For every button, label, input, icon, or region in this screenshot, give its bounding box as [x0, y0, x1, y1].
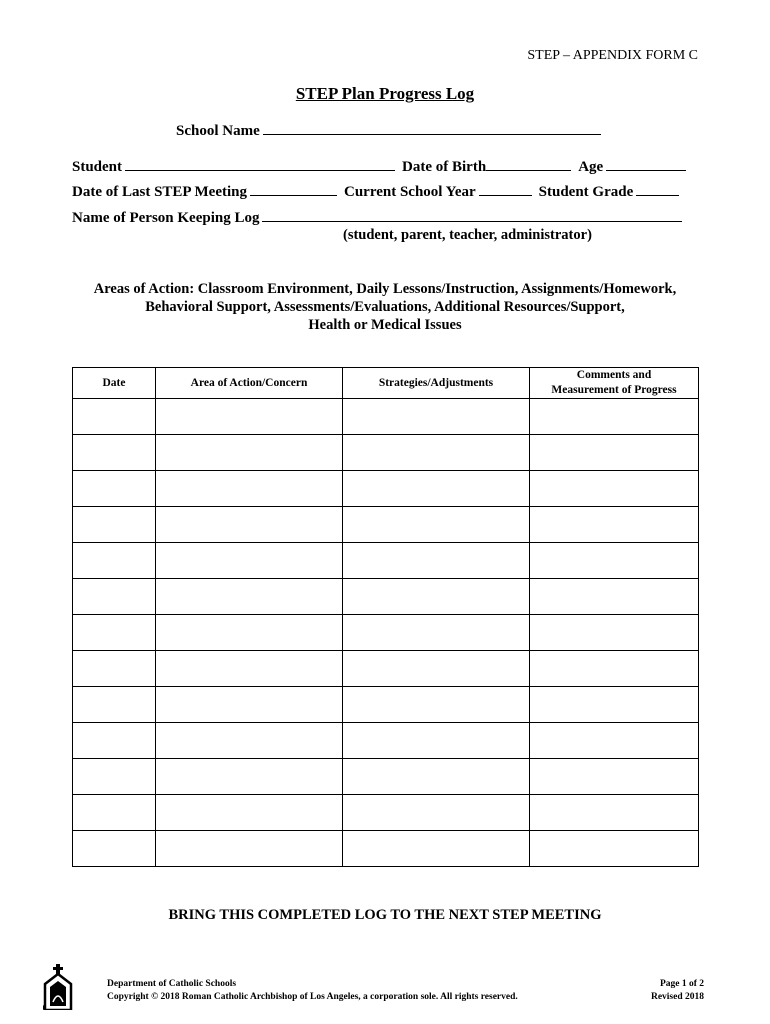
area-cell[interactable]	[156, 615, 343, 651]
table-row	[73, 687, 699, 723]
header-comments	[530, 368, 699, 399]
table-header-row	[73, 368, 699, 399]
strategies-cell[interactable]	[343, 435, 530, 471]
revised-date: Revised 2018	[650, 992, 704, 1002]
age-label: Age	[578, 159, 604, 175]
comments-cell[interactable]	[530, 615, 699, 651]
strategies-cell[interactable]	[343, 507, 530, 543]
last-meeting-field[interactable]	[250, 182, 337, 196]
school-name-label: School Name	[176, 123, 260, 139]
date-cell[interactable]	[73, 471, 156, 507]
date-cell[interactable]	[73, 831, 156, 867]
strategies-cell[interactable]	[343, 615, 530, 651]
comments-cell[interactable]	[530, 831, 699, 867]
date-cell[interactable]	[73, 651, 156, 687]
header-comments-line-2: Measurement of Progress	[551, 384, 677, 396]
strategies-cell[interactable]	[343, 651, 530, 687]
area-cell[interactable]	[156, 723, 343, 759]
grade-label: Student Grade	[538, 184, 634, 200]
area-cell[interactable]	[156, 507, 343, 543]
header-date: Date	[73, 368, 156, 399]
comments-cell[interactable]	[530, 435, 699, 471]
table-row	[73, 435, 699, 471]
comments-cell[interactable]	[530, 687, 699, 723]
comments-cell[interactable]	[530, 795, 699, 831]
person-field[interactable]	[262, 208, 682, 222]
area-cell[interactable]	[156, 651, 343, 687]
area-cell[interactable]	[156, 759, 343, 795]
table-row	[73, 795, 699, 831]
comments-cell[interactable]	[530, 723, 699, 759]
strategies-cell[interactable]	[343, 795, 530, 831]
table-row	[73, 831, 699, 867]
footer-copyright: Copyright © 2018 Roman Catholic Archbishop of Los Angeles, a corporation sole. All rights reserved.	[107, 992, 518, 1002]
page-title: STEP Plan Progress Log	[295, 84, 475, 103]
school-name-row	[176, 121, 608, 140]
school-year-field[interactable]	[479, 182, 532, 196]
student-label: Student	[72, 159, 123, 175]
date-cell[interactable]	[73, 507, 156, 543]
date-cell[interactable]	[73, 759, 156, 795]
date-cell[interactable]	[73, 579, 156, 615]
table-row	[73, 579, 699, 615]
comments-cell[interactable]	[530, 399, 699, 435]
date-cell[interactable]	[73, 543, 156, 579]
header-comments-line-1: Comments and	[576, 369, 652, 381]
strategies-cell[interactable]	[343, 687, 530, 723]
area-cell[interactable]	[156, 831, 343, 867]
strategies-cell[interactable]	[343, 723, 530, 759]
table-row	[73, 759, 699, 795]
table-row	[73, 723, 699, 759]
strategies-cell[interactable]	[343, 471, 530, 507]
person-hint: (student, parent, teacher, administrator)	[343, 227, 592, 243]
comments-cell[interactable]	[530, 471, 699, 507]
person-row	[72, 208, 698, 227]
footer-right	[651, 978, 704, 1004]
table-row	[73, 507, 699, 543]
date-cell[interactable]	[73, 435, 156, 471]
comments-cell[interactable]	[530, 543, 699, 579]
appendix-label: STEP – APPENDIX FORM C	[527, 48, 698, 63]
school-name-field[interactable]	[263, 121, 601, 135]
comments-cell[interactable]	[530, 579, 699, 615]
date-cell[interactable]	[73, 723, 156, 759]
date-cell[interactable]	[73, 399, 156, 435]
grade-field[interactable]	[636, 182, 679, 196]
footer-left	[107, 978, 518, 1004]
areas-line-2: Behavioral Support, Assessments/Evaluations, Additional Resources/Support,	[145, 299, 625, 315]
date-cell[interactable]	[73, 615, 156, 651]
areas-line-3: Health or Medical Issues	[308, 317, 462, 333]
comments-cell[interactable]	[530, 507, 699, 543]
last-meeting-label: Date of Last STEP Meeting	[72, 184, 247, 200]
strategies-cell[interactable]	[343, 543, 530, 579]
header-area: Area of Action/Concern	[156, 368, 343, 399]
area-cell[interactable]	[156, 471, 343, 507]
table-row	[73, 471, 699, 507]
area-cell[interactable]	[156, 543, 343, 579]
areas-line-1: Areas of Action: Classroom Environment, Daily Lessons/Instruction, Assignments/Homework,	[93, 281, 677, 297]
student-row	[72, 157, 698, 176]
bring-note: BRING THIS COMPLETED LOG TO THE NEXT STEP MEETING	[168, 907, 602, 923]
date-cell[interactable]	[73, 687, 156, 723]
strategies-cell[interactable]	[343, 759, 530, 795]
areas-of-action	[0, 280, 770, 334]
archdiocese-logo	[43, 964, 73, 1010]
footer-dept: Department of Catholic Schools	[107, 979, 237, 989]
comments-cell[interactable]	[530, 759, 699, 795]
area-cell[interactable]	[156, 687, 343, 723]
area-cell[interactable]	[156, 579, 343, 615]
meeting-row	[72, 182, 698, 201]
table-row	[73, 615, 699, 651]
school-year-label: Current School Year	[343, 184, 476, 200]
person-label: Name of Person Keeping Log	[72, 210, 260, 226]
student-field[interactable]	[125, 157, 395, 171]
area-cell[interactable]	[156, 399, 343, 435]
dob-label: Date of Birth	[402, 159, 487, 175]
header-strategies: Strategies/Adjustments	[343, 368, 530, 399]
age-field[interactable]	[606, 157, 686, 171]
area-cell[interactable]	[156, 795, 343, 831]
page-number: Page 1 of 2	[659, 979, 704, 989]
area-cell[interactable]	[156, 435, 343, 471]
table-row	[73, 651, 699, 687]
progress-log-table	[72, 367, 699, 867]
strategies-cell[interactable]	[343, 579, 530, 615]
table-row	[73, 543, 699, 579]
table-row	[73, 399, 699, 435]
comments-cell[interactable]	[530, 651, 699, 687]
table-body	[73, 399, 699, 867]
date-cell[interactable]	[73, 795, 156, 831]
strategies-cell[interactable]	[343, 831, 530, 867]
strategies-cell[interactable]	[343, 399, 530, 435]
dob-field[interactable]	[486, 157, 571, 171]
